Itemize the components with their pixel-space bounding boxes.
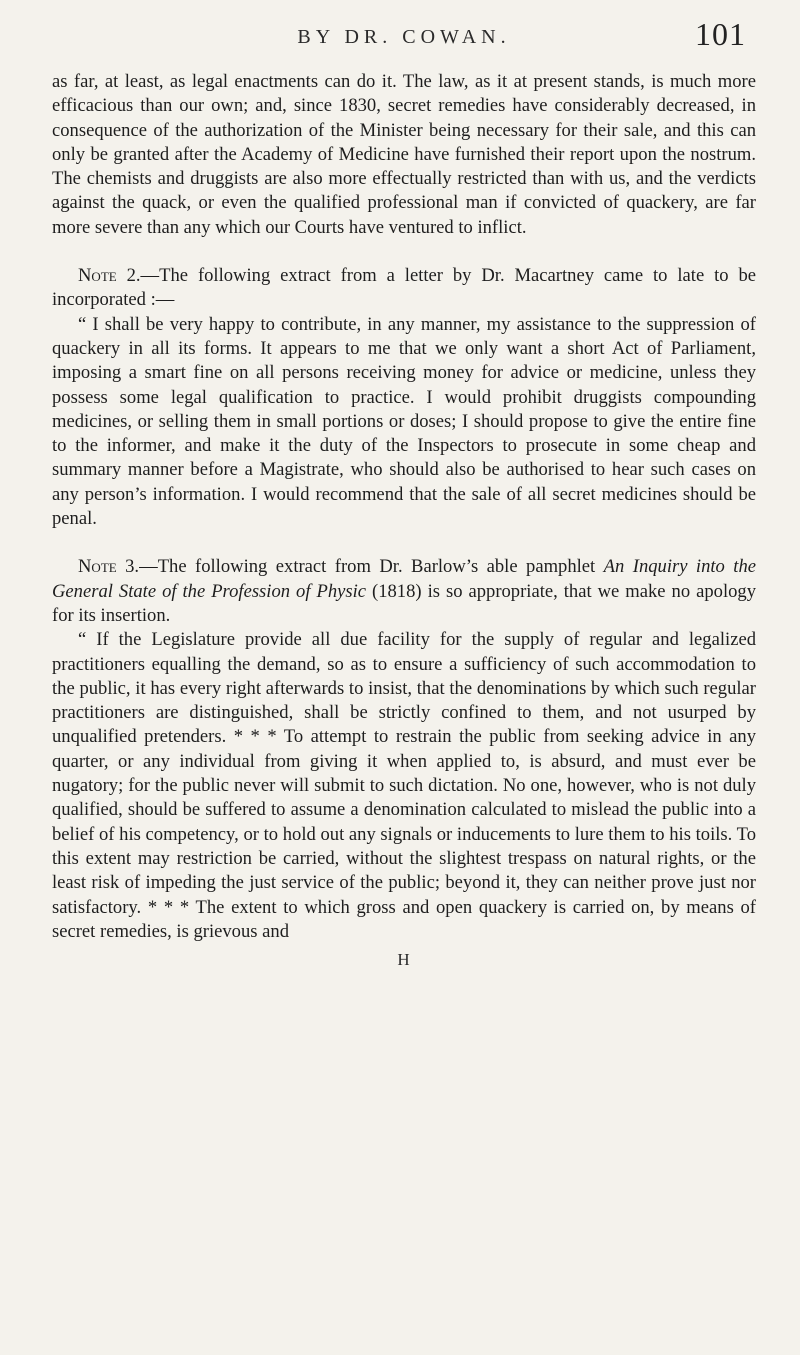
note-3-intro-after: (1818) is so appropriate, that we make no apology for its insertion. bbox=[52, 580, 756, 626]
note-3-label: Note 3. bbox=[78, 556, 140, 578]
note-2-intro-text: —The following extract from a letter by Dr. Macartney came to late to be incorporated :— bbox=[52, 265, 756, 311]
running-head: BY DR. COWAN. bbox=[297, 26, 511, 48]
note-3-intro bbox=[52, 555, 756, 628]
pamphlet-title: An Inquiry into the General State of the Profession of Physic bbox=[52, 556, 756, 602]
signature-mark: H bbox=[397, 950, 411, 970]
body-text bbox=[52, 70, 756, 944]
note-2-label: Note 2. bbox=[78, 265, 141, 287]
paragraph-continued: as far, at least, as legal enactments can do it. The law, as it at present stands, is much more efficacious than our own; and, since 1830, secret remedies have considerably decreased, in consequence of the authorization of the Minister being necessary for their sale, and this can only be granted after the Academy of Medicine have furnished their report upon the nostrum. The chemists and druggists are also more effectually restricted than with us, and the verdicts against the quack, or even the qualified professional man if convicted of quackery, are far more severe than any which our Courts have ventured to inflict. bbox=[52, 71, 756, 238]
note-2-intro bbox=[52, 264, 756, 313]
note-2-quote: “ I shall be very happy to contribute, in any manner, my assistance to the suppression of quackery in all its forms. It appears to me that we only want a short Act of Parliament, imposing a smart fine on all persons receiving money for advice or medicine, unless they possess some legal qualification to practice. I would prohibit druggists compounding medicines, or selling them in small portions or doses; I should propose to give the entire fine to the informer, and make it the duty of the Inspectors to prosecute in some cheap and summary manner before a Magistrate, who should also be authorised to hear such cases on any person’s information. I would recommend that the sale of all secret medicines should be penal. bbox=[52, 313, 756, 530]
page-number: 101 bbox=[695, 16, 746, 52]
note-3-intro-before: —The following extract from Dr. Barlow’s able pamphlet bbox=[139, 556, 604, 578]
note-3-quote: “ If the Legislature provide all due facility for the supply of regular and legalized practitioners equalling the demand, so as to ensure a sufficiency of such accommodation to the public, it has every right afterwards to insist, that the denominations by which such regular practitioners are distinguished, shall be strictly confined to them, and not usurped by unqualified pretenders. * * * To attempt to restrain the public from seeking advice in any quarter, or any individual from giving it when applied to, is absurd, and must ever be nugatory; for the public never will submit to such dictation. No one, however, who is not duly qualified, should be suffered to assume a denomination calculated to mislead the public into a belief of his competency, or to hold out any signals or inducements to lure them to his toils. To this extent may restriction be carried, without the slightest trespass on natural rights, or the least risk of impeding the just service of the public; beyond it, they can neither prove just nor satisfactory. * * * The extent to which gross and open quackery is carried on, by means of secret remedies, is grievous and bbox=[52, 629, 756, 942]
page-header bbox=[52, 0, 756, 70]
